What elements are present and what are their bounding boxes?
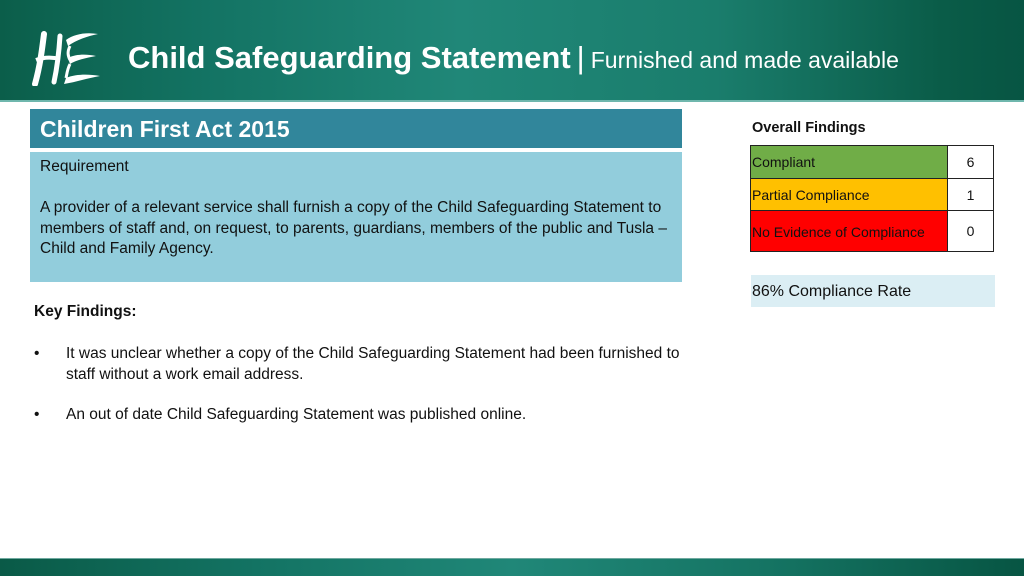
hse-logo-icon	[30, 30, 102, 86]
findings-label: Compliant	[751, 146, 948, 179]
key-finding-text: An out of date Child Safeguarding Statement was published online.	[66, 406, 527, 423]
findings-value: 1	[948, 179, 994, 211]
findings-label: Partial Compliance	[751, 179, 948, 211]
overall-findings-table	[750, 145, 994, 252]
bullet-icon: •	[34, 406, 40, 423]
requirement-label: Requirement	[40, 158, 129, 175]
act-title-bar	[30, 109, 682, 148]
title-main: Child Safeguarding Statement	[128, 40, 571, 75]
findings-row-compliant	[751, 146, 994, 179]
findings-label: No Evidence of Compliance	[751, 211, 948, 252]
header-divider	[0, 100, 1024, 102]
title-separator: |	[576, 40, 585, 75]
key-finding-text: It was unclear whether a copy of the Child Safeguarding Statement had been furnished to staff without a work email address.	[66, 345, 680, 383]
findings-value: 6	[948, 146, 994, 179]
requirement-text: A provider of a relevant service shall furnish a copy of the Child Safeguarding Statement to members of staff and, on request, to parents, guardians, members of the public and Tusla – Child and Family Agency.	[40, 199, 667, 257]
findings-value: 0	[948, 211, 994, 252]
title-subtitle: Furnished and made available	[590, 47, 899, 73]
footer-banner	[0, 559, 1024, 576]
bullet-icon: •	[34, 345, 40, 362]
compliance-rate-box	[751, 275, 995, 307]
page-title	[128, 40, 899, 76]
act-title: Children First Act 2015	[40, 116, 290, 142]
findings-row-partial	[751, 179, 994, 211]
overall-findings-title: Overall Findings	[752, 120, 866, 136]
findings-row-no-evidence	[751, 211, 994, 252]
compliance-rate: 86% Compliance Rate	[752, 283, 912, 300]
requirement-box	[30, 152, 682, 282]
key-findings-title: Key Findings:	[34, 303, 137, 320]
